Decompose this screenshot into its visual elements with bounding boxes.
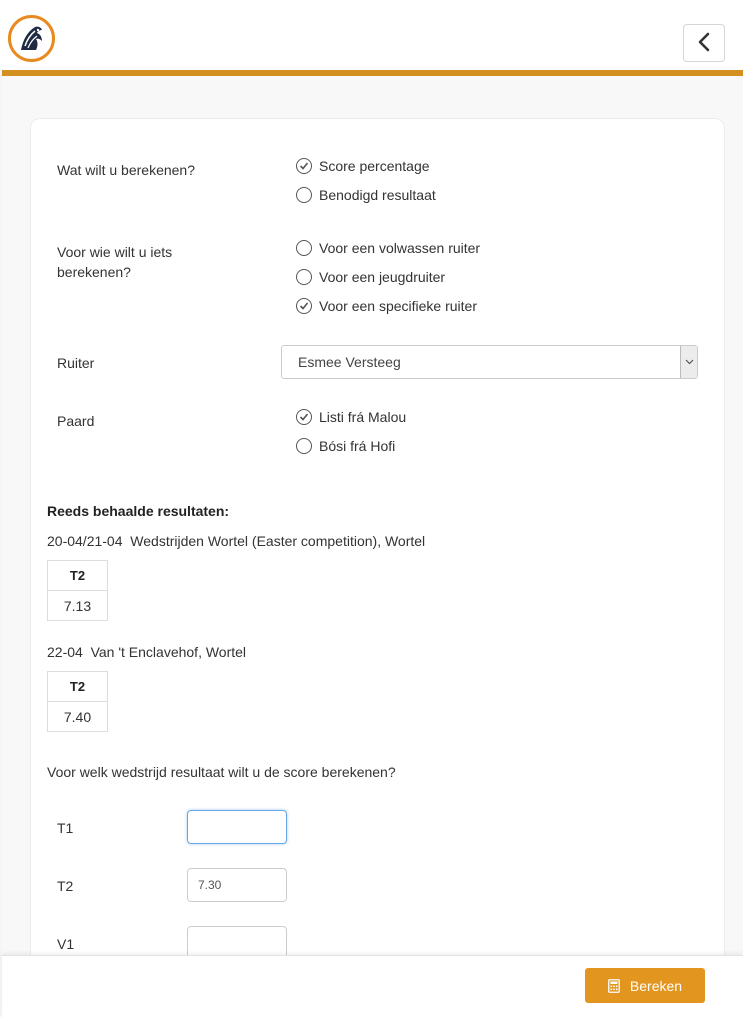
result-table-value: 7.40 [63,708,92,725]
result-event-line: 22-04 Van 't Enclavehof, Wortel [47,644,247,660]
score-input-label-t1: T1 [57,820,74,836]
radio-score-percentage[interactable] [296,156,430,176]
radio-horse-listi[interactable] [296,407,406,427]
result-table [47,671,108,732]
score-question: Voor welk wedstrijd resultaat wilt u de score berekenen? [47,764,396,780]
radio-checked-icon [296,158,312,174]
app-logo [8,15,55,62]
radio-label: Voor een jeugdruiter [319,269,446,285]
radio-horse-bosi[interactable] [296,436,395,456]
result-table-value: 7.13 [63,597,92,614]
rider-select[interactable] [281,345,698,379]
rider-label: Ruiter [57,355,95,371]
radio-label: Listi frá Malou [319,409,407,425]
result-table-header: T2 [48,672,107,702]
radio-volwassen-ruiter[interactable] [296,238,480,258]
score-input-t2[interactable] [187,868,287,902]
back-button[interactable] [683,24,725,62]
radio-benodigd-resultaat[interactable] [296,185,436,205]
radio-unchecked-icon [296,240,312,256]
chevron-left-icon [697,32,711,55]
score-input-t1[interactable] [187,810,287,844]
calculate-button-label: Bereken [629,977,683,994]
result-event-line: 20-04/21-04 Wedstrijden Wortel (Easter competition), Wortel [47,533,426,549]
app-header [0,0,743,70]
score-input-label-v1: V1 [57,936,75,952]
result-table-header: T2 [48,561,107,591]
radio-checked-icon [296,298,312,314]
for-whom-label-line2: berekenen? [57,264,131,280]
result-table [47,560,108,621]
calculator-icon [608,979,620,993]
chevron-down-icon [680,346,697,378]
radio-checked-icon [296,409,312,425]
radio-unchecked-icon [296,187,312,203]
radio-jeugdruiter[interactable] [296,267,445,287]
calculate-button[interactable] [585,968,705,1003]
for-whom-label-line1: Voor wie wilt u iets [57,244,173,260]
rider-select-value: Esmee Versteeg [298,354,401,370]
calc-type-label: Wat wilt u berekenen? [57,162,195,178]
radio-label: Bósi frá Hofi [319,438,396,454]
results-title: Reeds behaalde resultaten: [47,503,230,519]
radio-unchecked-icon [296,438,312,454]
radio-label: Score percentage [319,158,430,174]
radio-label: Voor een specifieke ruiter [319,298,477,314]
radio-label: Voor een volwassen ruiter [319,240,481,256]
horse-label: Paard [57,413,95,429]
radio-specifieke-ruiter[interactable] [296,296,477,316]
radio-unchecked-icon [296,269,312,285]
score-input-label-t2: T2 [57,878,74,894]
radio-label: Benodigd resultaat [319,187,436,203]
